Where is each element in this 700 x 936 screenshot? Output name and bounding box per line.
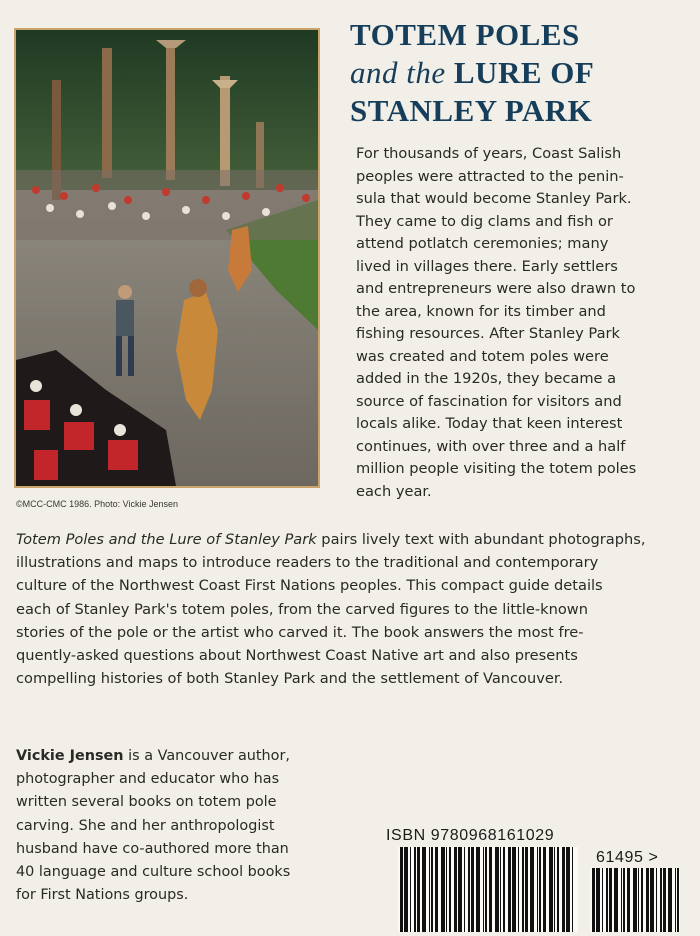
dancers-photo-illustration [16, 30, 318, 486]
barcode-bars-main [398, 847, 578, 932]
title-line-2-rest: LURE OF [453, 55, 595, 90]
barcode-bar [663, 868, 666, 932]
barcode-bar [512, 847, 516, 932]
title-line-2 [350, 54, 680, 92]
description-first-line-rest: pairs lively text with abundant photographs, [316, 531, 646, 548]
description-line: each of Stanley Park's totem poles, from the carved figures to the little-known [16, 600, 588, 618]
barcode-bar [660, 868, 662, 932]
barcode-bar [410, 847, 411, 932]
intro-line: continues, with over three and a half [356, 437, 626, 455]
barcode-bar [441, 847, 445, 932]
barcode-bar [500, 847, 501, 932]
intro-line: million people visiting the totem poles [356, 460, 637, 477]
barcode-bar [627, 868, 630, 932]
intro-line: peoples were attracted to the penin- [356, 167, 624, 185]
barcode-bar [668, 868, 672, 932]
book-description [16, 528, 686, 690]
author-line [16, 745, 336, 768]
intro-line: and entrepreneurs were also drawn to [356, 280, 636, 297]
author-name: Vickie Jensen [16, 748, 124, 764]
barcode-bars-addon [590, 868, 680, 932]
barcode-bar [621, 868, 622, 932]
barcode-bar [495, 847, 499, 932]
barcode-bar [633, 868, 637, 932]
intro-line: attend potlatch ceremonies; many [356, 235, 609, 252]
barcode-bar [468, 847, 470, 932]
author-line: husband have co-authored more than [16, 840, 289, 857]
barcode-bar [458, 847, 462, 932]
intro-line: lived in villages there. Early settlers [356, 257, 618, 275]
barcode-bar [572, 847, 573, 932]
title-line-3: STANLEY PARK [350, 93, 593, 128]
barcode-bar [414, 847, 416, 932]
barcode-bar [485, 847, 487, 932]
barcode-bar [429, 847, 430, 932]
barcode-bar [606, 868, 608, 932]
barcode-bar [446, 847, 447, 932]
barcode-bar [454, 847, 457, 932]
price-addon-code: 61495 > [596, 849, 659, 866]
barcode-bar [562, 847, 565, 932]
barcode-bar [417, 847, 420, 932]
description-line: quently-asked questions about Northwest Coast Native art and also presents [16, 647, 578, 665]
barcode-bar [566, 847, 570, 932]
intro-line: was created and totem poles were [356, 347, 609, 365]
barcode-bar [543, 847, 546, 932]
barcode-bar [431, 847, 433, 932]
barcode-bar [609, 868, 612, 932]
barcode-bar [489, 847, 492, 932]
barcode-bar [464, 847, 465, 932]
description-line: culture of the Northwest Coast First Nations peoples. This compact guide details [16, 577, 603, 595]
barcode-bar [476, 847, 480, 932]
barcode-bar [641, 868, 643, 932]
barcode-bar [537, 847, 538, 932]
barcode-bar [435, 847, 438, 932]
barcode-bar [483, 847, 484, 932]
barcode-bar [614, 868, 618, 932]
author-line: for First Nations groups. [16, 887, 189, 904]
intro-line: They came to dig clams and fish or [356, 212, 613, 230]
isbn-barcode [398, 847, 578, 932]
barcode-bar [400, 847, 403, 932]
barcode-bar [602, 868, 603, 932]
author-first-line-rest: is a Vancouver author, [123, 748, 290, 764]
description-line: compelling histories of both Stanley Park and the settlement of Vancouver. [16, 670, 564, 688]
intro-line: sula that would become Stanley Park. [356, 190, 632, 207]
cover-photo [14, 28, 320, 488]
isbn-number: ISBN 9780968161029 [386, 827, 555, 844]
intro-line: each year. [356, 482, 432, 500]
barcode-bar [638, 868, 639, 932]
barcode-bar [646, 868, 649, 932]
barcode-bar [471, 847, 474, 932]
intro-line: locals alike. Today that keen interest [356, 415, 623, 432]
intro-line: source of fascination for visitors and [356, 392, 622, 410]
barcode-bar [557, 847, 559, 932]
barcode-bar [522, 847, 524, 932]
barcode-bar [503, 847, 505, 932]
barcode-bar [677, 868, 679, 932]
barcode-bar [539, 847, 541, 932]
barcode-bar [650, 868, 654, 932]
description-line: illustrations and maps to introduce readers to the traditional and contemporary [16, 554, 599, 572]
author-line: carving. She and her anthropologist [16, 817, 275, 834]
barcode-bar [596, 868, 600, 932]
intro-line: added in the 1920s, they became a [356, 370, 617, 387]
barcode-bar [549, 847, 553, 932]
author-bio [16, 745, 336, 907]
barcode-bar [422, 847, 426, 932]
intro-line: fishing resources. After Stanley Park [356, 325, 620, 342]
barcode-bar [656, 868, 657, 932]
author-line: photographer and educator who has [16, 771, 280, 788]
barcode-bar [525, 847, 528, 932]
title-line-2-italic: and the [350, 55, 446, 90]
author-line: written several books on totem pole [16, 794, 277, 811]
barcode-bar [592, 868, 595, 932]
intro-line: For thousands of years, Coast Salish [356, 145, 622, 162]
barcode-bar [530, 847, 534, 932]
barcode-bar [518, 847, 519, 932]
intro-line: the area, known for its timber and [356, 302, 606, 320]
barcode-bar [675, 868, 676, 932]
barcode-bar [623, 868, 625, 932]
description-line: stories of the pole or the artist who carved it. The book answers the most fre- [16, 623, 584, 641]
barcode-bar [508, 847, 511, 932]
description-line [16, 528, 686, 551]
barcode-bar [449, 847, 451, 932]
book-title-italic: Totem Poles and the Lure of Stanley Park [16, 531, 317, 548]
book-title [350, 16, 680, 130]
title-line-1: TOTEM POLES [350, 17, 580, 52]
photo-credit: ©MCC-CMC 1986. Photo: Vickie Jensen [16, 499, 179, 509]
author-line: 40 language and culture school books [16, 864, 291, 881]
intro-paragraph [356, 143, 666, 503]
addon-barcode [590, 868, 680, 932]
barcode-bar [554, 847, 555, 932]
barcode-bar [404, 847, 408, 932]
